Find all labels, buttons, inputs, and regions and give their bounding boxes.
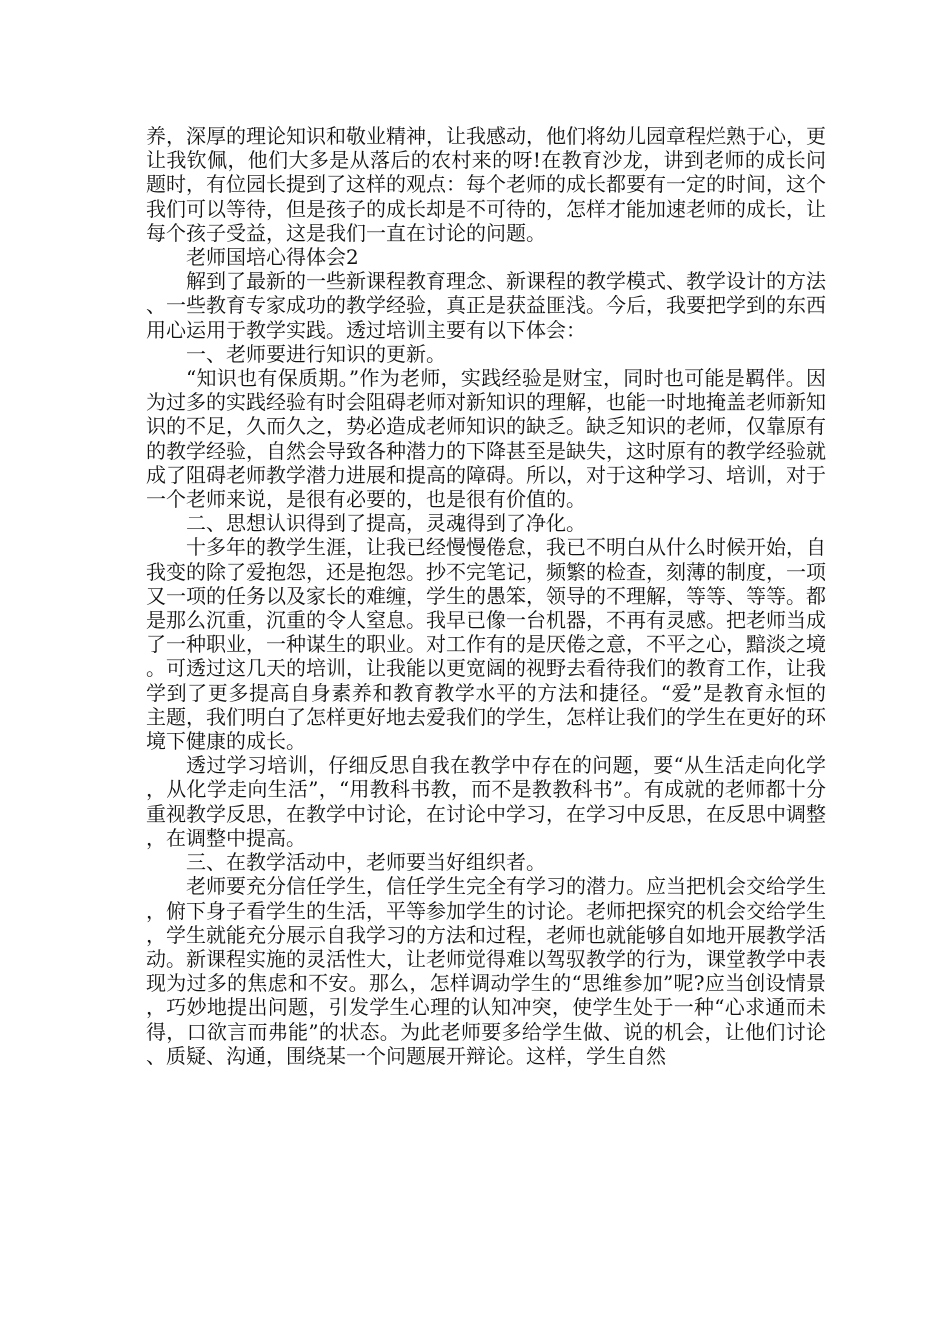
- point-heading-1: 一、老师要进行知识的更新。: [186, 341, 446, 366]
- paragraph-knowledge: “知识也有保质期。”作为老师，实践经验是财宝，同时也可能是羁伴。因为过多的实践经验有时会阻碍老师对新知识的理解，也能一时地掩盖老师新知识的不足，久而久之，势必造成老师知识的缺乏。缺乏知识的老师，仅靠原有的教学经验，自然会导致各种潜力的下降甚至是缺失，这时原有的教学经验就成了阻碍老师教学潜力进展和提高的障碍。所以，对于这种学习、培训，对于一个老师来说，是很有必要的，也是很有价值的。: [146, 366, 826, 512]
- paragraph-continuation: 养，深厚的理论知识和敬业精神，让我感动，他们将幼儿园章程烂熟于心，更让我钦佩，他们大多是从落后的农村来的呀!在教育沙龙，讲到老师的成长问题时，有位园长提到了这样的观点：每个老师的成长都要有一定的时间，这个我们可以等待，但是孩子的成长却是不可待的，怎样才能加速老师的成长，让每个孩子受益，这是我们一直在讨论的问题。: [146, 124, 826, 245]
- paragraph-organizer: 老师要充分信任学生，信任学生完全有学习的潜力。应当把机会交给学生，俯下身子看学生的生活，平等参加学生的讨论。老师把探究的机会交给学生，学生就能充分展示自我学习的方法和过程，老师也就能够自如地开展教学活动。新课程实施的灵活性大，让老师觉得难以驾驭教学的行为，课堂教学中表现为过多的焦虑和不安。那么，怎样调动学生的“思维参加”呢?应当创设情景，巧妙地提出问题，引发学生心理的认知冲突，使学生处于一种“心求通而未得，口欲言而弗能”的状态。为此老师要多给学生做、说的机会，让他们讨论、质疑、沟通，围绕某一个问题展开辩论。这样，学生自然: [146, 874, 826, 1068]
- paragraph-training: 透过学习培训，仔细反思自我在教学中存在的问题，要“从生活走向化学，从化学走向生活”，“用教科书教，而不是教教科书”。有成就的老师都十分重视教学反思，在教学中讨论，在讨论中学习，在学习中反思，在反思中调整，在调整中提高。: [146, 753, 826, 850]
- paragraph-intro: 解到了最新的一些新课程教育理念、新课程的教学模式、教学设计的方法、一些教育专家成功的教学经验，真正是获益匪浅。今后，我要把学到的东西用心运用于教学实践。透过培训主要有以下体会：: [146, 269, 826, 342]
- document-body: [146, 124, 826, 1068]
- section-heading: 老师国培心得体会2: [186, 245, 359, 270]
- point-heading-3: 三、在教学活动中，老师要当好组织者。: [186, 850, 546, 875]
- point-heading-2: 二、思想认识得到了提高，灵魂得到了净化。: [186, 511, 586, 536]
- paragraph-reflection: 十多年的教学生涯，让我已经慢慢倦怠，我已不明白从什么时候开始，自我变的除了爱抱怨，还是抱怨。抄不完笔记，频繁的检查，刻薄的制度，一项又一项的任务以及家长的难缠，学生的愚笨，领导的不理解，等等、等等。都是那么沉重，沉重的令人窒息。我早已像一台机器，不再有灵感。把老师当成了一种职业，一种谋生的职业。对工作有的是厌倦之意，不平之心，黯淡之境。可透过这几天的培训，让我能以更宽阔的视野去看待我们的教育工作，让我学到了更多提高自身素养和教育教学水平的方法和捷径。“爱”是教育永恒的主题，我们明白了怎样更好地去爱我们的学生，怎样让我们的学生在更好的环境下健康的成长。: [146, 535, 826, 754]
